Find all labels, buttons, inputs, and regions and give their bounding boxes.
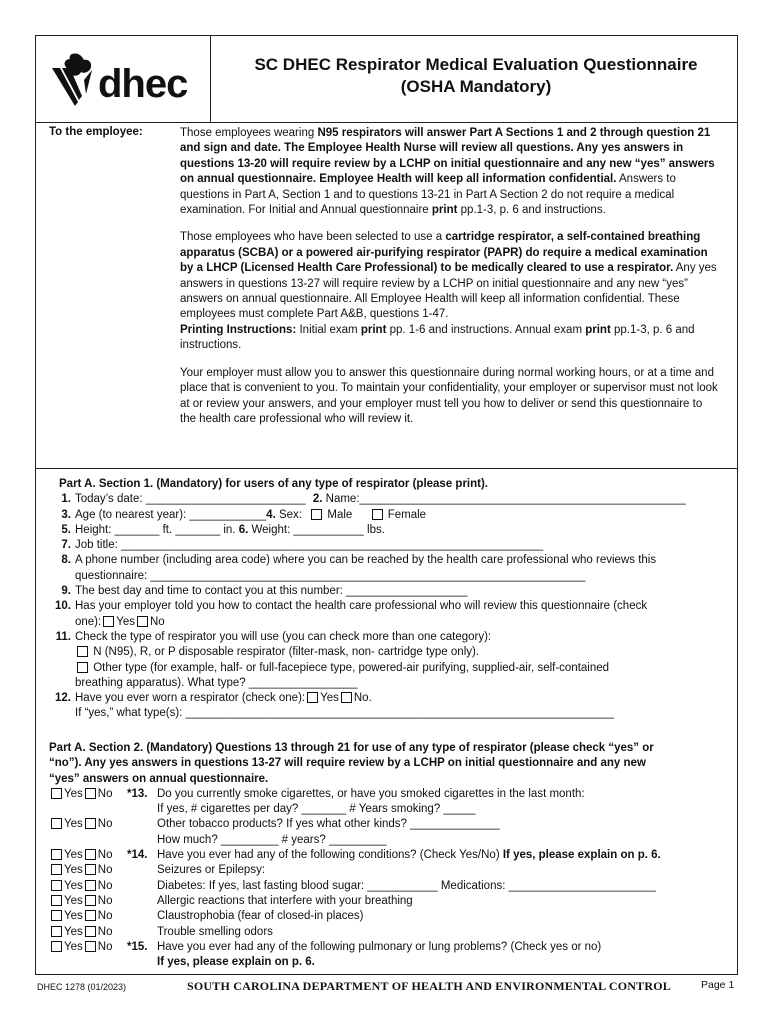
- section-2-heading-1: Part A. Section 2. (Mandatory) Questions 13 through 21 for use of any type of respirator (please check “yes” or: [49, 742, 654, 754]
- q11-other-type-field[interactable]: breathing apparatus). What type? _________________: [75, 676, 358, 689]
- q13-tobacco-row: Yes No Other tobacco products? If yes what other kinds? ______________: [49, 817, 729, 832]
- tobacco-field[interactable]: Other tobacco products? If yes what other kinds? ______________: [157, 818, 500, 831]
- q14d-yes-checkbox[interactable]: [51, 910, 62, 921]
- to-employee-label: To the employee:: [49, 126, 143, 138]
- q14-item: Yes No Trouble smelling odors: [49, 925, 729, 940]
- q14b-no-checkbox[interactable]: [85, 880, 96, 891]
- age-field[interactable]: Age (to nearest year): ____________: [75, 508, 267, 521]
- section-2: [49, 741, 729, 970]
- q12-type-field[interactable]: If “yes,” what type(s): ___________________________________________________________________: [75, 707, 615, 720]
- q13-no-checkbox[interactable]: [85, 788, 96, 799]
- q13-amount-row: [49, 833, 729, 848]
- q13-cigarettes-row: [49, 802, 729, 817]
- q11-n95-checkbox[interactable]: [77, 646, 88, 657]
- q10-no-checkbox[interactable]: [137, 616, 148, 627]
- q15-row: Yes No *15. Have you ever had any of the following pulmonary or lung problems? (Check yes or no): [49, 940, 729, 955]
- section-1-heading: Part A. Section 1. (Mandatory) for users of any type of respirator (please print).: [59, 478, 488, 490]
- section-2-heading-2: “no”). Any yes answers in questions 13-27 will require review by a LCHP on initial questionnaire and any new: [49, 757, 646, 770]
- form-id: DHEC 1278 (01/2023): [37, 982, 127, 992]
- q8-row: 8. A phone number (including area code) where you can be reached by the health care professional who reviews this: [61, 554, 657, 567]
- employee-instructions: [36, 122, 737, 469]
- instructions-paragraph-1: Those employees wearing N95 respirators will answer Part A Sections 1 and 2 through question 21 and sign and date. The Employee Health Nurse will review all questions. Any yes answers in questions 13-20 will require review by a LCHP on initial questionnaire and any new “yes” answers on annual questionnaire. Employee Health will keep all information confidential. Answers to questions in Part A, Section 1 and to questions 13-21 in Part A Section 2 do not require a medical examination. For Initial and Annual questionnaire print pp.1-3, p. 6 and instructions.: [180, 127, 715, 217]
- q9-row: 9. The best day and time to contact you at this number: ___________________: [61, 585, 468, 598]
- instructions-paragraph-4: Your employer must allow you to answer this questionnaire during normal working hours, or at a time and place that is convenient to you. To maintain your confidentiality, your employer or supervisor must not look at or review your answers, and your employer must tell you how to deliver or send this questionnaire to the health care professional who will review it.: [180, 366, 718, 425]
- q13-yes-checkbox[interactable]: [51, 788, 62, 799]
- section-2-heading-3: “yes” answers on annual questionnaire.: [49, 772, 269, 785]
- tobacco-no-checkbox[interactable]: [85, 818, 96, 829]
- weight-field[interactable]: Weight: ___________ lbs.: [251, 523, 385, 536]
- logo-cell: [36, 36, 211, 122]
- form-header: [36, 36, 737, 123]
- q14d-no-checkbox[interactable]: [85, 910, 96, 921]
- q11-row: 11. Check the type of respirator you will use (you can check more than one category):: [55, 630, 492, 643]
- q12-no-checkbox[interactable]: [341, 692, 352, 703]
- printing-instructions: Printing Instructions: Initial exam print pp. 1-6 and instructions. Annual exam print pp.1-3, p. 6 and instructions.: [180, 323, 695, 352]
- q15-yes-checkbox[interactable]: [51, 941, 62, 952]
- q14-row: Yes No *14. Have you ever had any of the following conditions? (Check Yes/No) If yes, please explain on p. 6.: [49, 848, 729, 863]
- instructions-text: [180, 126, 720, 439]
- q15-note-row: If yes, please explain on p. 6.: [157, 956, 315, 969]
- q14c-no-checkbox[interactable]: [85, 895, 96, 906]
- q15-no-checkbox[interactable]: [85, 941, 96, 952]
- logo-wordmark: dhec: [98, 62, 188, 106]
- q7-row: 7. Job title: __________________________________________________________________: [61, 539, 544, 552]
- phone-field[interactable]: questionnaire: ____________________________________________________________________: [75, 569, 586, 582]
- q1-q2-row: 1. Today’s date: _________________________ 2. Name:___________________________________________________: [61, 493, 686, 506]
- q14-item: Yes No Allergic reactions that interfere with your breathing: [49, 894, 729, 909]
- q14a-no-checkbox[interactable]: [85, 864, 96, 875]
- q14e-no-checkbox[interactable]: [85, 926, 96, 937]
- section-1: [49, 477, 729, 722]
- sex-female-checkbox[interactable]: [372, 509, 383, 520]
- q12-yes-checkbox[interactable]: [307, 692, 318, 703]
- date-field[interactable]: Today’s date: _________________________: [75, 493, 306, 506]
- q12-row: 12. Have you ever worn a respirator (check one): Yes No.: [55, 692, 372, 705]
- form-frame: [35, 35, 738, 975]
- q13-row: Yes No *13. Do you currently smoke cigarettes, or have you smoked cigarettes in the last month:: [49, 787, 729, 802]
- q3-q4-row: 3. Age (to nearest year): ____________4. Sex: Male Female: [61, 508, 427, 521]
- diabetes-field[interactable]: Diabetes: If yes, last fasting blood sugar: ___________ Medications: _______________________: [157, 879, 656, 892]
- contact-time-field[interactable]: The best day and time to contact you at this number: ___________________: [75, 585, 468, 598]
- height-field[interactable]: Height: _______ ft. _______ in.: [75, 523, 236, 536]
- sex-male-checkbox[interactable]: [311, 509, 322, 520]
- q10-answer-row: one): Yes No: [75, 615, 165, 628]
- page-title: SC DHEC Respirator Medical Evaluation Questionnaire (OSHA Mandatory): [254, 55, 698, 96]
- tobacco-amount-field[interactable]: How much? _________ # years? _________: [157, 833, 387, 846]
- q11-option-2: Other type (for example, half- or full-facepiece type, powered-air purifying, supplied-air, self-contained: [49, 661, 729, 676]
- q14-item: Yes No Seizures or Epilepsy:: [49, 863, 729, 878]
- q10-yes-checkbox[interactable]: [103, 616, 114, 627]
- name-field[interactable]: Name:___________________________________________________: [325, 493, 686, 506]
- page-number: Page 1: [701, 979, 735, 991]
- cigarettes-field[interactable]: If yes, # cigarettes per day? _______ # Years smoking? _____: [157, 803, 476, 816]
- q14b-yes-checkbox[interactable]: [51, 880, 62, 891]
- q14-yes-checkbox[interactable]: [51, 849, 62, 860]
- tobacco-yes-checkbox[interactable]: [51, 818, 62, 829]
- agency-name: SOUTH CAROLINA DEPARTMENT OF HEALTH AND ENVIRONMENTAL CONTROL: [187, 979, 671, 993]
- q14e-yes-checkbox[interactable]: [51, 926, 62, 937]
- q14-no-checkbox[interactable]: [85, 849, 96, 860]
- q11-option-1: N (N95), R, or P disposable respirator (filter-mask, non- cartridge type only).: [49, 645, 729, 660]
- job-title-field[interactable]: Job title: __________________________________________________________________: [75, 539, 544, 552]
- q10-row: 10. Has your employer told you how to contact the health care professional who will review this questionnaire (check: [55, 600, 648, 613]
- instructions-paragraph-2: Those employees who have been selected to use a cartridge respirator, a self-contained breathing apparatus (SCBA) or a powered air-purifying respirator (PAPR) do require a medical examination by a LHCP (Licensed Health Care Professional) to be medically cleared to use a respirator. Any yes answers in questions 13-27 will require review by a LCHP on initial questionnaire and any new “yes” answers on annual questionnaire. All Employee Health will keep all information confidential. These employees must complete Part A&B, questions 1-47.: [180, 231, 717, 321]
- q14a-yes-checkbox[interactable]: [51, 864, 62, 875]
- q14-item: Yes No Claustrophobia (fear of closed-in places): [49, 909, 729, 924]
- q14-item: Yes No Diabetes: If yes, last fasting blood sugar: ___________ Medications: _______________________: [49, 879, 729, 894]
- q14c-yes-checkbox[interactable]: [51, 895, 62, 906]
- q5-q6-row: 5. Height: _______ ft. _______ in. 6. Weight: ___________ lbs.: [61, 523, 385, 536]
- q11-other-checkbox[interactable]: [77, 662, 88, 673]
